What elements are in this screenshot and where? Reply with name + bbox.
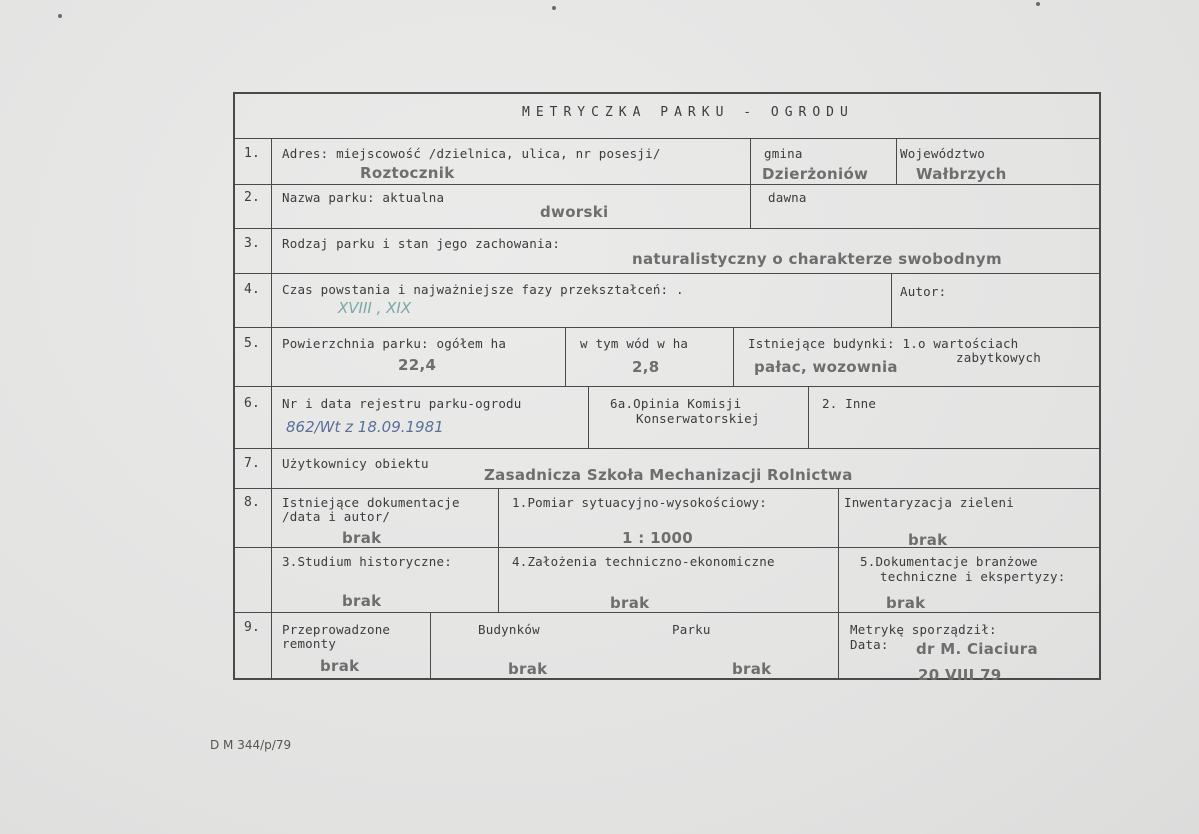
other-label: 2. Inne — [822, 396, 877, 411]
row-number: 2. — [244, 190, 261, 205]
history-study-label: 3.Studium historyczne: — [282, 554, 452, 569]
register-label: Nr i data rejestru parku-ogrodu — [282, 396, 522, 411]
cell-divider — [750, 138, 751, 228]
row-divider — [233, 547, 1101, 548]
voivodeship-value: Wałbrzych — [916, 165, 1007, 183]
documentation-value: brak — [342, 529, 382, 547]
cell-divider — [891, 273, 892, 327]
cell-divider — [896, 138, 897, 184]
park-name-label: Nazwa parku: aktualna — [282, 190, 445, 205]
repairs-value: brak — [320, 657, 360, 675]
archive-reference: D M 344/p/79 — [210, 738, 292, 752]
area-value: 22,4 — [398, 356, 437, 374]
park-type-value: naturalistyczny o charakterze swobodnym — [632, 250, 1002, 268]
register-value: 862/Wt z 18.09.1981 — [286, 418, 444, 436]
buildings-label-2: zabytkowych — [956, 350, 1041, 365]
park-repair-label: Parku — [672, 622, 711, 637]
row-number: 9. — [244, 620, 261, 635]
assumptions-label: 4.Założenia techniczno-ekonomiczne — [512, 554, 775, 569]
date-label: Data: — [850, 637, 889, 652]
row-divider — [233, 488, 1101, 489]
gmina-label: gmina — [764, 146, 803, 161]
commission-label-2: Konserwatorskiej — [636, 411, 760, 426]
row-number: 6. — [244, 396, 261, 411]
water-label: w tym wód w ha — [580, 336, 689, 351]
address-value: Roztocznik — [360, 164, 455, 182]
buildings-label: Istniejące budynki: 1.o wartościach — [748, 336, 1019, 351]
hole-mark — [1036, 2, 1040, 6]
branch-docs-label: 5.Dokumentacje branżowe — [860, 554, 1038, 569]
documentation-label: Istniejące dokumentacje — [282, 495, 460, 510]
row-number: 1. — [244, 146, 261, 161]
buildings-repair-value: brak — [508, 660, 548, 678]
cell-divider — [808, 386, 809, 448]
park-repair-value: brak — [732, 660, 772, 678]
history-study-value: brak — [342, 592, 382, 610]
cell-divider — [733, 327, 734, 386]
row-divider — [233, 138, 1101, 139]
row-number: 7. — [244, 456, 261, 471]
origin-value: XVIII , XIX — [338, 299, 412, 317]
row-divider — [233, 228, 1101, 229]
row-divider — [233, 184, 1101, 185]
gmina-value: Dzierżoniów — [762, 165, 869, 183]
buildings-value: pałac, wozownia — [754, 358, 898, 376]
users-value: Zasadnicza Szkoła Mechanizacji Rolnictwa — [484, 466, 853, 484]
branch-docs-value: brak — [886, 594, 926, 612]
hole-mark — [552, 6, 556, 10]
row-number: 8. — [244, 495, 261, 510]
hole-mark — [58, 14, 62, 18]
origin-label: Czas powstania i najważniejsze fazy przekształceń: . — [282, 282, 684, 297]
prepared-by-label: Metrykę sporządził: — [850, 622, 997, 637]
row-number: 4. — [244, 282, 261, 297]
number-column-divider — [271, 138, 272, 680]
cell-divider — [498, 488, 499, 612]
prepared-by-value: dr M. Ciaciura — [916, 640, 1038, 658]
cell-divider — [588, 386, 589, 448]
greenery-label: Inwentaryzacja zieleni — [844, 495, 1014, 510]
row-number: 3. — [244, 236, 261, 251]
repairs-label-2: remonty — [282, 636, 337, 651]
branch-docs-label-2: techniczne i ekspertyzy: — [880, 569, 1066, 584]
former-name-label: dawna — [768, 190, 807, 205]
row-divider — [233, 273, 1101, 274]
repairs-label: Przeprowadzone — [282, 622, 391, 637]
cell-divider — [838, 612, 839, 680]
buildings-repair-label: Budynków — [478, 622, 540, 637]
row-divider — [233, 327, 1101, 328]
cell-divider — [430, 612, 431, 680]
area-label: Powierzchnia parku: ogółem ha — [282, 336, 507, 351]
greenery-value: brak — [908, 531, 948, 549]
park-type-label: Rodzaj parku i stan jego zachowania: — [282, 236, 561, 251]
row-divider — [233, 386, 1101, 387]
row-divider — [233, 612, 1101, 613]
survey-label: 1.Pomiar sytuacyjno-wysokościowy: — [512, 495, 767, 510]
survey-value: 1 : 1000 — [622, 529, 694, 547]
water-value: 2,8 — [632, 358, 660, 376]
card-title: METRYCZKA PARKU - OGRODU — [522, 105, 854, 120]
author-label: Autor: — [900, 284, 947, 299]
cell-divider — [565, 327, 566, 386]
assumptions-value: brak — [610, 594, 650, 612]
cell-divider — [838, 488, 839, 612]
row-number: 5. — [244, 336, 261, 351]
date-value: 20 VIII 79 — [918, 666, 1002, 684]
users-label: Użytkownicy obiektu — [282, 456, 429, 471]
row-divider — [233, 448, 1101, 449]
voivodeship-label: Województwo — [900, 146, 985, 161]
address-label: Adres: miejscowość /dzielnica, ulica, nr posesji/ — [282, 146, 661, 161]
documentation-label-2: /data i autor/ — [282, 509, 391, 524]
park-name-value: dworski — [540, 203, 609, 221]
commission-label: 6a.Opinia Komisji — [610, 396, 742, 411]
